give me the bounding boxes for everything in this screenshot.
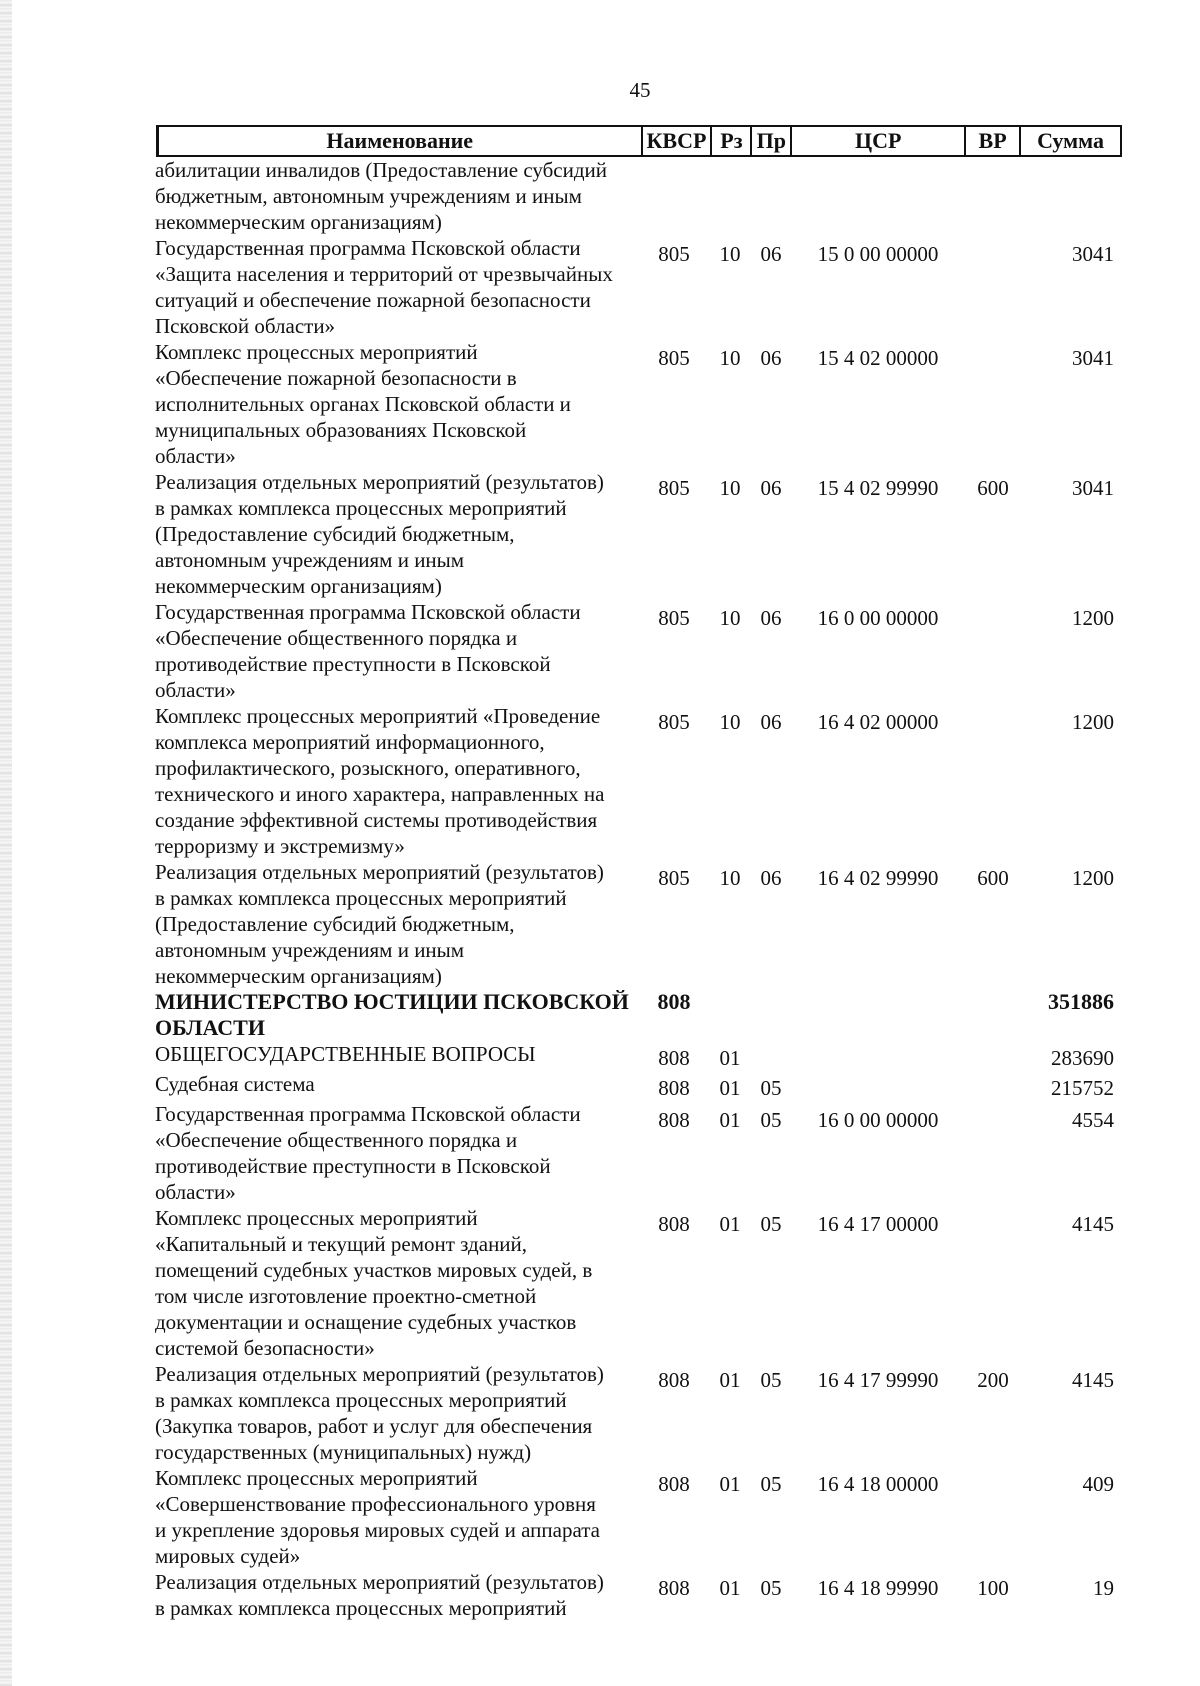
row-name-line: (Предоставление субсидий бюджетным, bbox=[155, 912, 515, 936]
row-rz: 01 bbox=[719, 1368, 741, 1392]
row-name-line: противодействие преступности в Псковской bbox=[155, 1154, 551, 1178]
row-pr: 05 bbox=[760, 1108, 782, 1132]
row-name-line: (Закупка товаров, работ и услуг для обеспечения bbox=[155, 1414, 593, 1438]
row-name bbox=[155, 703, 639, 859]
row-name-line: государственных (муниципальных) нужд) bbox=[155, 1440, 532, 1464]
row-name-line: в рамках комплекса процессных мероприятий bbox=[155, 1388, 567, 1412]
row-name-line: области» bbox=[155, 1180, 236, 1204]
row-kvsr: 808 bbox=[658, 1576, 690, 1600]
row-name-line: абилитации инвалидов (Предоставление субсидий bbox=[155, 158, 608, 182]
row-name-line: профилактического, розыскного, оперативного, bbox=[155, 756, 581, 780]
row-csr: 15 0 00 00000 bbox=[817, 242, 939, 266]
row-name-line: Реализация отдельных мероприятий (результатов) bbox=[155, 1362, 604, 1386]
scan-edge bbox=[0, 0, 12, 1686]
row-name-line: системой безопасности» bbox=[155, 1336, 375, 1360]
row-pr: 06 bbox=[760, 710, 782, 734]
row-name-line: автономным учреждениям и иным bbox=[155, 938, 465, 962]
row-csr: 16 4 18 00000 bbox=[817, 1472, 939, 1496]
row-vr bbox=[965, 703, 1021, 859]
row-name-line: «Капитальный и текущий ремонт зданий, bbox=[155, 1232, 528, 1256]
row-name bbox=[155, 1101, 639, 1205]
row-name-line: Комплекс процессных мероприятий «Проведение bbox=[155, 704, 601, 728]
row-name-line: в рамках комплекса процессных мероприятий bbox=[155, 496, 567, 520]
header-csr: ЦСР bbox=[792, 127, 966, 155]
row-pr: 06 bbox=[760, 606, 782, 630]
row-sum: 3041 bbox=[1072, 242, 1114, 266]
row-vr bbox=[965, 989, 1021, 1041]
row-name-line: технического и иного характера, направленных на bbox=[155, 782, 605, 806]
header-name: Наименование bbox=[159, 127, 643, 155]
row-rz: 10 bbox=[719, 346, 741, 370]
row-pr: 06 bbox=[760, 346, 782, 370]
row-sum: 215752 bbox=[1051, 1076, 1114, 1100]
row-name-line: том числе изготовление проектно-сметной bbox=[155, 1284, 537, 1308]
row-csr: 16 4 02 99990 bbox=[817, 866, 939, 890]
row-pr bbox=[751, 157, 791, 235]
row-name-line: в рамках комплекса процессных мероприятий bbox=[155, 1596, 567, 1620]
row-name-line: комплекса мероприятий информационного, bbox=[155, 730, 545, 754]
header-kvsr: КВСР bbox=[643, 127, 713, 155]
table-row bbox=[155, 469, 1125, 599]
row-name bbox=[155, 1041, 639, 1071]
row-vr bbox=[965, 1101, 1021, 1205]
row-vr bbox=[965, 157, 1021, 235]
row-kvsr: 808 bbox=[658, 1046, 690, 1070]
row-name-line: Комплекс процессных мероприятий bbox=[155, 1466, 478, 1490]
row-kvsr: 808 bbox=[658, 1472, 690, 1496]
row-vr bbox=[965, 1041, 1021, 1071]
row-rz: 01 bbox=[719, 1108, 741, 1132]
row-name bbox=[155, 989, 639, 1041]
row-name-line: «Обеспечение общественного порядка и bbox=[155, 1128, 518, 1152]
table-row bbox=[155, 1041, 1125, 1071]
row-rz: 10 bbox=[719, 606, 741, 630]
table-row bbox=[155, 1101, 1125, 1205]
row-rz bbox=[709, 989, 751, 1041]
table-row bbox=[155, 339, 1125, 469]
table-row bbox=[155, 1071, 1125, 1101]
table-row bbox=[155, 1569, 1125, 1621]
row-sum: 4554 bbox=[1072, 1108, 1114, 1132]
row-sum: 19 bbox=[1093, 1576, 1114, 1600]
row-vr bbox=[965, 235, 1021, 339]
table-row bbox=[155, 859, 1125, 989]
row-name bbox=[155, 157, 639, 235]
row-name bbox=[155, 1569, 639, 1621]
row-name-line: (Предоставление субсидий бюджетным, bbox=[155, 522, 515, 546]
row-vr bbox=[965, 1071, 1021, 1101]
row-pr: 06 bbox=[760, 242, 782, 266]
row-name-line: и укрепление здоровья мировых судей и аппарата bbox=[155, 1518, 600, 1542]
row-kvsr: 805 bbox=[658, 710, 690, 734]
row-vr bbox=[965, 1205, 1021, 1361]
row-kvsr: 805 bbox=[658, 866, 690, 890]
row-name-line: некоммерческим организациям) bbox=[155, 574, 442, 598]
row-kvsr: 805 bbox=[658, 242, 690, 266]
row-vr: 200 bbox=[977, 1368, 1009, 1392]
row-name-line: Псковской области» bbox=[155, 314, 336, 338]
header-vr: ВР bbox=[966, 127, 1021, 155]
table-row bbox=[155, 1465, 1125, 1569]
row-kvsr: 805 bbox=[658, 346, 690, 370]
row-name-line: ситуаций и обеспечение пожарной безопасности bbox=[155, 288, 591, 312]
row-sum: 1200 bbox=[1072, 606, 1114, 630]
row-rz: 01 bbox=[719, 1472, 741, 1496]
row-csr: 16 0 00 00000 bbox=[817, 1108, 939, 1132]
row-kvsr bbox=[639, 157, 709, 235]
row-csr: 16 0 00 00000 bbox=[817, 606, 939, 630]
row-name-line: области» bbox=[155, 678, 236, 702]
table-row bbox=[155, 1361, 1125, 1465]
row-name-line: некоммерческим организациям) bbox=[155, 210, 442, 234]
header-sum: Сумма bbox=[1037, 128, 1104, 153]
row-name-line: Комплекс процессных мероприятий bbox=[155, 340, 478, 364]
row-name bbox=[155, 1071, 639, 1101]
table-row bbox=[155, 703, 1125, 859]
row-pr bbox=[751, 1041, 791, 1071]
row-vr bbox=[965, 1465, 1021, 1569]
row-kvsr: 808 bbox=[658, 1108, 690, 1132]
table-row bbox=[155, 235, 1125, 339]
row-name-line: терроризму и экстремизму» bbox=[155, 834, 405, 858]
row-name-line: документации и оснащение судебных участков bbox=[155, 1310, 577, 1334]
row-name-line: Судебная система bbox=[155, 1072, 315, 1096]
row-pr: 05 bbox=[760, 1368, 782, 1392]
row-name-line: области» bbox=[155, 444, 236, 468]
row-name bbox=[155, 599, 639, 703]
row-csr bbox=[791, 157, 965, 235]
row-name-line: Реализация отдельных мероприятий (результатов) bbox=[155, 1570, 604, 1594]
row-name-line: в рамках комплекса процессных мероприятий bbox=[155, 886, 567, 910]
row-sum: 3041 bbox=[1072, 476, 1114, 500]
row-name-line: ОБЛАСТИ bbox=[155, 1015, 265, 1040]
row-pr: 05 bbox=[760, 1576, 782, 1600]
table-row bbox=[155, 989, 1125, 1041]
row-name-line: муниципальных образованиях Псковской bbox=[155, 418, 527, 442]
row-sum: 1200 bbox=[1072, 710, 1114, 734]
row-rz: 01 bbox=[719, 1212, 741, 1236]
row-name-line: Комплекс процессных мероприятий bbox=[155, 1206, 478, 1230]
row-rz: 10 bbox=[719, 242, 741, 266]
row-kvsr: 805 bbox=[658, 606, 690, 630]
row-csr: 16 4 17 00000 bbox=[817, 1212, 939, 1236]
row-sum: 1200 bbox=[1072, 866, 1114, 890]
row-sum: 4145 bbox=[1072, 1368, 1114, 1392]
row-name-line: мировых судей» bbox=[155, 1544, 301, 1568]
row-csr bbox=[791, 1041, 965, 1071]
row-sum bbox=[1021, 157, 1114, 235]
row-pr bbox=[751, 989, 791, 1041]
row-name bbox=[155, 235, 639, 339]
row-sum: 409 bbox=[1082, 1472, 1114, 1496]
row-vr: 600 bbox=[977, 476, 1009, 500]
row-vr bbox=[965, 339, 1021, 469]
row-rz bbox=[709, 157, 751, 235]
table-row bbox=[155, 157, 1125, 235]
row-csr bbox=[791, 1071, 965, 1101]
row-pr: 05 bbox=[760, 1076, 782, 1100]
row-csr: 15 4 02 00000 bbox=[817, 346, 939, 370]
row-csr: 16 4 02 00000 bbox=[817, 710, 939, 734]
row-csr bbox=[791, 989, 965, 1041]
row-sum: 351886 bbox=[1048, 989, 1114, 1014]
row-name bbox=[155, 1465, 639, 1569]
row-vr: 100 bbox=[977, 1576, 1009, 1600]
row-vr: 600 bbox=[977, 866, 1009, 890]
row-name bbox=[155, 859, 639, 989]
row-rz: 10 bbox=[719, 476, 741, 500]
row-kvsr: 808 bbox=[658, 1076, 690, 1100]
row-pr: 05 bbox=[760, 1472, 782, 1496]
row-name-line: автономным учреждениям и иным bbox=[155, 548, 465, 572]
row-name-line: «Совершенствование профессионального уровня bbox=[155, 1492, 596, 1516]
row-name-line: «Обеспечение общественного порядка и bbox=[155, 626, 518, 650]
row-sum: 3041 bbox=[1072, 346, 1114, 370]
row-name-line: МИНИСТЕРСТВО ЮСТИЦИИ ПСКОВСКОЙ bbox=[155, 989, 629, 1014]
row-name bbox=[155, 339, 639, 469]
row-kvsr: 808 bbox=[658, 1368, 690, 1392]
row-name-line: бюджетным, автономным учреждениям и иным bbox=[155, 184, 582, 208]
header-pr: Пр bbox=[752, 127, 792, 155]
row-sum: 4145 bbox=[1072, 1212, 1114, 1236]
row-csr: 16 4 17 99990 bbox=[817, 1368, 939, 1392]
row-rz: 10 bbox=[719, 866, 741, 890]
row-kvsr: 805 bbox=[658, 476, 690, 500]
page-number: 45 bbox=[629, 78, 651, 102]
table-row bbox=[155, 1205, 1125, 1361]
row-rz: 10 bbox=[719, 710, 741, 734]
row-name-line: ОБЩЕГОСУДАРСТВЕННЫЕ ВОПРОСЫ bbox=[155, 1042, 536, 1066]
table-body bbox=[155, 157, 1125, 1621]
row-pr: 06 bbox=[760, 866, 782, 890]
row-name-line: создание эффективной системы противодействия bbox=[155, 808, 598, 832]
row-name bbox=[155, 469, 639, 599]
row-name-line: некоммерческим организациям) bbox=[155, 964, 442, 988]
row-name-line: Государственная программа Псковской области bbox=[155, 1102, 581, 1126]
row-rz: 01 bbox=[719, 1076, 741, 1100]
row-rz: 01 bbox=[719, 1576, 741, 1600]
row-name-line: помещений судебных участков мировых судей, в bbox=[155, 1258, 593, 1282]
row-name-line: Государственная программа Псковской области bbox=[155, 600, 581, 624]
row-csr: 16 4 18 99990 bbox=[817, 1576, 939, 1600]
table-header bbox=[156, 125, 1122, 157]
row-kvsr: 808 bbox=[658, 1212, 690, 1236]
row-name-line: «Обеспечение пожарной безопасности в bbox=[155, 366, 517, 390]
row-vr bbox=[965, 599, 1021, 703]
row-pr: 05 bbox=[760, 1212, 782, 1236]
row-sum: 283690 bbox=[1051, 1046, 1114, 1070]
row-name-line: Реализация отдельных мероприятий (результатов) bbox=[155, 470, 604, 494]
row-name-line: «Защита населения и территорий от чрезвычайных bbox=[155, 262, 613, 286]
row-kvsr: 808 bbox=[657, 989, 691, 1014]
header-rz: Рз bbox=[712, 127, 752, 155]
row-name bbox=[155, 1205, 639, 1361]
row-name bbox=[155, 1361, 639, 1465]
row-rz: 01 bbox=[719, 1046, 741, 1070]
row-name-line: исполнительных органах Псковской области и bbox=[155, 392, 571, 416]
table-row bbox=[155, 599, 1125, 703]
row-csr: 15 4 02 99990 bbox=[817, 476, 939, 500]
row-name-line: Государственная программа Псковской области bbox=[155, 236, 581, 260]
row-name-line: Реализация отдельных мероприятий (результатов) bbox=[155, 860, 604, 884]
row-name-line: противодействие преступности в Псковской bbox=[155, 652, 551, 676]
row-pr: 06 bbox=[760, 476, 782, 500]
